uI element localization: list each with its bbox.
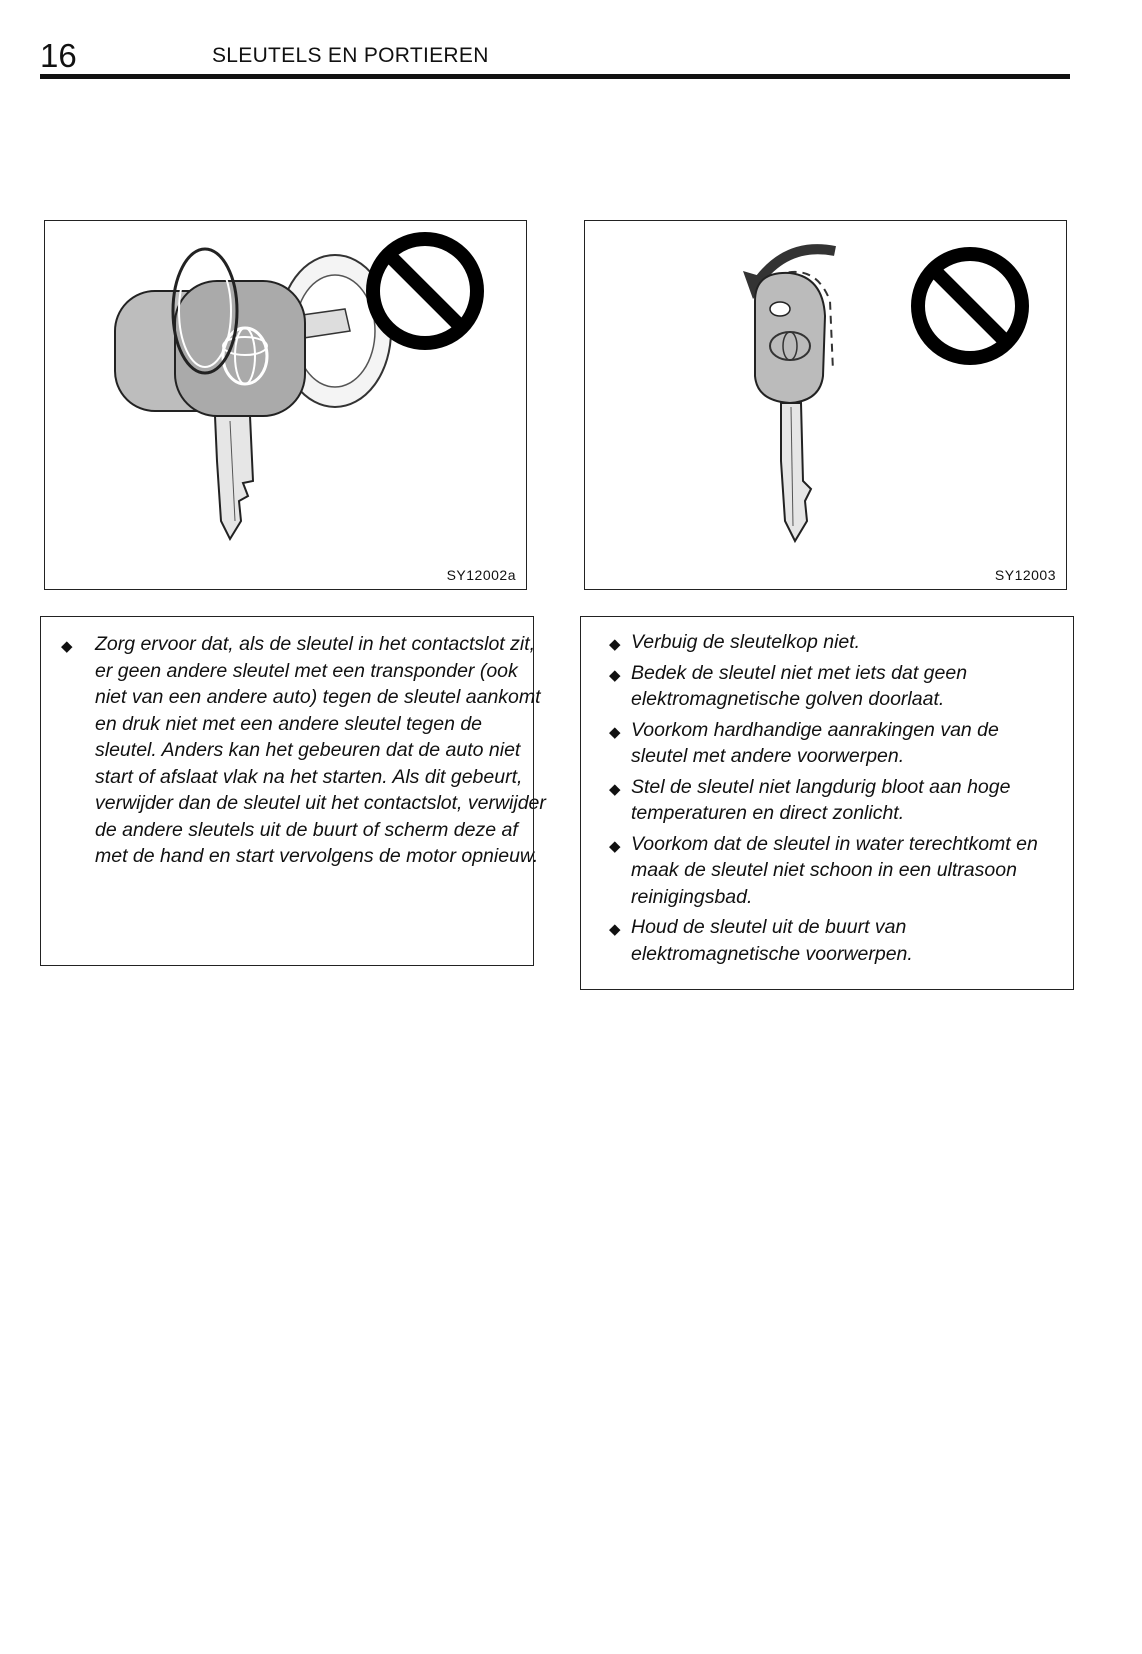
- diamond-bullet-icon: ◆: [61, 638, 73, 655]
- section-title: SLEUTELS EN PORTIEREN: [212, 44, 489, 67]
- warning-paragraph: [59, 631, 547, 870]
- page-header: [40, 36, 1070, 78]
- figure-code: SY12003: [994, 567, 1056, 583]
- list-item-text: Voorkom dat de sleutel in water terechtkomt en maak de sleutel niet schoon in een ultrasoon reinigingsbad.: [631, 832, 1038, 908]
- list-item-text: Stel de sleutel niet langdurig bloot aan hoge temperaturen en direct zonlicht.: [631, 775, 1011, 824]
- keys-touching-illustration: [45, 221, 526, 589]
- key-bending-illustration: [585, 221, 1066, 589]
- diamond-bullet-icon: ◆: [609, 780, 621, 798]
- list-item: [595, 831, 1055, 911]
- diamond-bullet-icon: ◆: [609, 921, 621, 938]
- warning-text: Zorg ervoor dat, als de sleutel in het contactslot zit, er geen andere sleutel met een transponder (ook niet van een andere auto) tegen de sleutel aankomt en druk niet met een andere sleutel tegen de sleutel. Anders kan het gebeuren dat de auto niet start of afslaat vlak na het starten. Als dit gebeurt, verwijder dan de sleutel uit het contactslot, verwijder de andere sleutels uit de buurt of scherm deze af met de hand en start vervolgens de motor opnieuw.: [95, 633, 546, 867]
- figure-code: SY12002a: [446, 567, 516, 583]
- prohibition-icon: [373, 239, 477, 343]
- list-item: [595, 774, 1055, 827]
- figure-key-bending: [584, 220, 1067, 590]
- diamond-bullet-icon: ◆: [609, 837, 621, 855]
- diamond-bullet-icon: ◆: [609, 666, 621, 684]
- warning-list: [595, 629, 1055, 971]
- list-item-text: Houd de sleutel uit de buurt van elektromagnetische voorwerpen.: [631, 916, 913, 965]
- page-number: 16: [40, 37, 77, 74]
- diamond-bullet-icon: ◆: [609, 723, 621, 741]
- header-rule: [40, 74, 1070, 79]
- list-item-text: Verbuig de sleutelkop niet.: [631, 631, 861, 653]
- prohibition-icon: [918, 254, 1022, 358]
- list-item-text: Voorkom hardhandige aanrakingen van de sleutel met andere voorwerpen.: [631, 718, 999, 767]
- diamond-bullet-icon: ◆: [609, 636, 621, 653]
- figure-keys-touching: [44, 220, 527, 590]
- list-item: [595, 717, 1055, 770]
- list-item: [595, 629, 1055, 656]
- warning-box-left: [40, 616, 546, 966]
- list-item: [595, 660, 1055, 713]
- list-item: [595, 914, 1055, 967]
- warning-box-right: [580, 616, 1074, 990]
- list-item-text: Bedek de sleutel niet met iets dat geen elektromagnetische golven doorlaat.: [631, 661, 968, 710]
